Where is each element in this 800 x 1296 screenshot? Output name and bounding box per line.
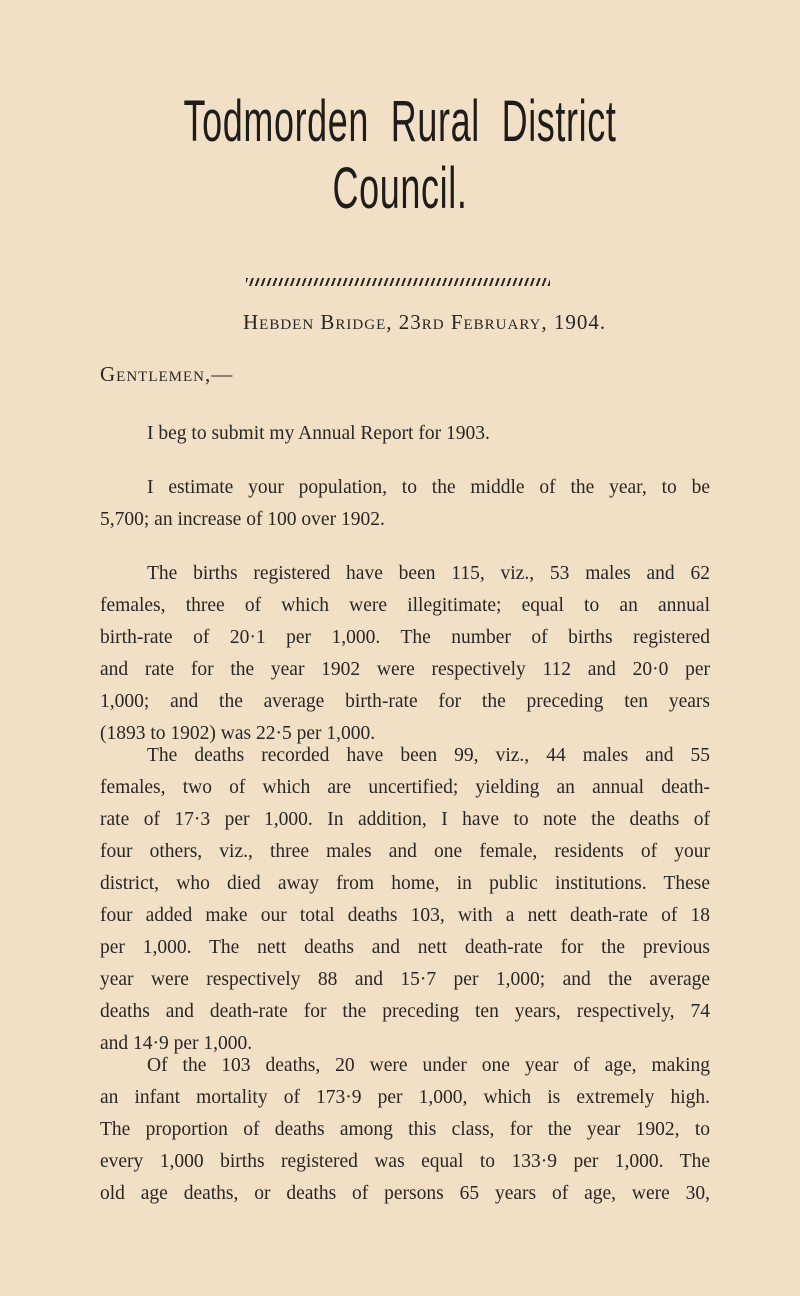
text-line: and 14·9 per 1,000. (100, 1033, 253, 1054)
text-line: deaths and death-rate for the preceding ten years, respectively, 74 (100, 1001, 710, 1022)
text-line: birth-rate of 20·1 per 1,000. The number of births registered (100, 627, 710, 648)
text-line: I beg to submit my Annual Report for 1903. (147, 423, 490, 444)
text-line: district, who died away from home, in public institutions. These (100, 873, 710, 894)
text-line: four added make our total deaths 103, with a nett death-rate of 18 (100, 905, 710, 926)
paragraph-1 (100, 418, 710, 450)
text-line: four others, viz., three males and one female, residents of your (100, 841, 710, 862)
paragraph-5 (100, 1050, 710, 1210)
paragraph-4 (100, 740, 710, 1060)
salutation: Gentlemen,— (100, 362, 234, 386)
text-line: The proportion of deaths among this class, for the year 1902, to (100, 1119, 710, 1140)
decorative-rule (246, 278, 550, 286)
text-line: The births registered have been 115, viz., 53 males and 62 (147, 563, 710, 584)
text-line: Of the 103 deaths, 20 were under one year of age, making (147, 1055, 710, 1076)
text-line: old age deaths, or deaths of persons 65 years of age, were 30, (100, 1183, 710, 1204)
place-date-heading: Hebden Bridge, 23rd February, 1904. (243, 310, 607, 334)
text-line: 1,000; and the average birth-rate for the preceding ten years (100, 691, 710, 712)
text-line: every 1,000 births registered was equal to 133·9 per 1,000. The (100, 1151, 710, 1172)
text-line: females, two of which are uncertified; yielding an annual death- (100, 777, 710, 798)
text-line: The deaths recorded have been 99, viz., 44 males and 55 (147, 745, 710, 766)
paragraph-3 (100, 558, 710, 750)
text-line: rate of 17·3 per 1,000. In addition, I have to note the deaths of (100, 809, 710, 830)
text-line: and rate for the year 1902 were respectively 112 and 20·0 per (100, 659, 710, 680)
text-line: an infant mortality of 173·9 per 1,000, which is extremely high. (100, 1087, 710, 1108)
text-line: per 1,000. The nett deaths and nett death-rate for the previous (100, 937, 710, 958)
text-line: year were respectively 88 and 15·7 per 1,000; and the average (100, 969, 710, 990)
text-line: females, three of which were illegitimate; equal to an annual (100, 595, 710, 616)
text-line: I estimate your population, to the middle of the year, to be (147, 477, 710, 498)
text-line: 5,700; an increase of 100 over 1902. (100, 509, 385, 530)
council-title: Todmorden Rural District Council. (183, 89, 617, 221)
paragraph-2 (100, 472, 710, 536)
text-line: (1893 to 1902) was 22·5 per 1,000. (100, 723, 376, 744)
